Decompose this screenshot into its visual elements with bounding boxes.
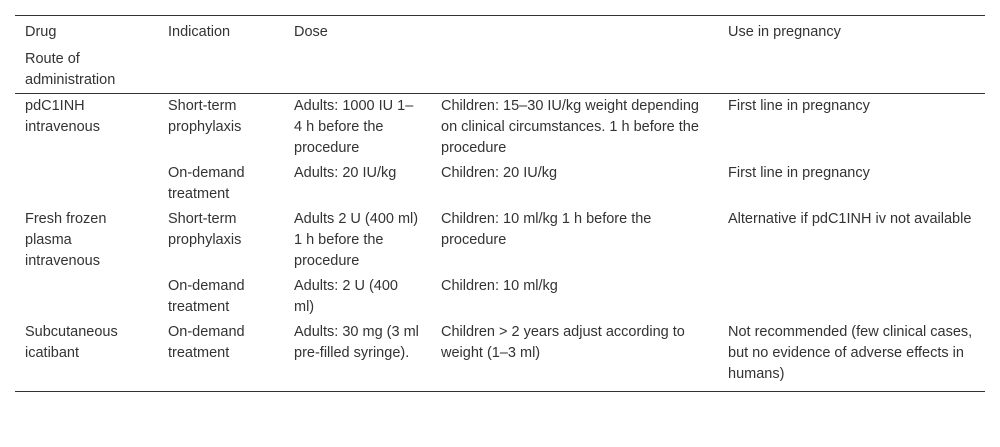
- cell-drug: [15, 274, 158, 320]
- header-dose: Dose: [294, 24, 328, 40]
- header-drug: Drug: [25, 24, 57, 40]
- cell-adults: Adults 2 U (400 ml) 1 h before the procedure: [294, 211, 419, 269]
- cell-pregnancy: Not recommended (few clinical cases, but no evidence of adverse effects in humans): [728, 324, 973, 382]
- cell-children: Children: 10 ml/kg: [441, 278, 558, 294]
- table-row: [15, 274, 985, 320]
- table-body: [15, 94, 985, 392]
- header-dose-children: [431, 16, 718, 44]
- cell-drug: pdC1INH intravenous: [25, 98, 100, 135]
- cell-drug: [15, 161, 158, 207]
- cell-children: Children > 2 years adjust according to weight (1–3 ml): [441, 324, 685, 361]
- cell-children: Children: 15–30 IU/kg weight depending on clinical circumstances. 1 h before the procedure: [441, 98, 699, 156]
- table-row: [15, 161, 985, 207]
- header-indication: Indication: [168, 24, 231, 40]
- cell-indication: Short-term prophylaxis: [168, 211, 242, 248]
- treatment-table: [15, 15, 985, 392]
- cell-adults: Adults: 1000 IU 1–4 h before the procedure: [294, 98, 414, 156]
- table-row: [15, 320, 985, 392]
- cell-drug: Subcutaneous icatibant: [25, 324, 118, 361]
- cell-pregnancy: First line in pregnancy: [728, 98, 870, 114]
- header-subrow: [15, 43, 985, 94]
- cell-indication: Short-term prophylaxis: [168, 98, 242, 135]
- cell-indication: On-demand treatment: [168, 278, 245, 315]
- cell-indication: On-demand treatment: [168, 324, 245, 361]
- table-container: [15, 15, 985, 392]
- cell-drug: Fresh frozen plasma intravenous: [25, 211, 107, 269]
- header-route: Route of administration: [25, 51, 116, 88]
- table-row: [15, 207, 985, 274]
- cell-indication: On-demand treatment: [168, 165, 245, 202]
- cell-pregnancy: Alternative if pdC1INH iv not available: [728, 211, 972, 227]
- cell-adults: Adults: 2 U (400 ml): [294, 278, 398, 315]
- header-pregnancy: Use in pregnancy: [728, 24, 841, 40]
- cell-pregnancy: [718, 274, 985, 320]
- table-row: [15, 94, 985, 162]
- cell-adults: Adults: 30 mg (3 ml pre-filled syringe).: [294, 324, 419, 361]
- cell-pregnancy: First line in pregnancy: [728, 165, 870, 181]
- header-row: [15, 16, 985, 44]
- cell-adults: Adults: 20 IU/kg: [294, 165, 397, 181]
- table-header: [15, 16, 985, 94]
- cell-children: Children: 10 ml/kg 1 h before the procedure: [441, 211, 652, 248]
- cell-children: Children: 20 IU/kg: [441, 165, 558, 181]
